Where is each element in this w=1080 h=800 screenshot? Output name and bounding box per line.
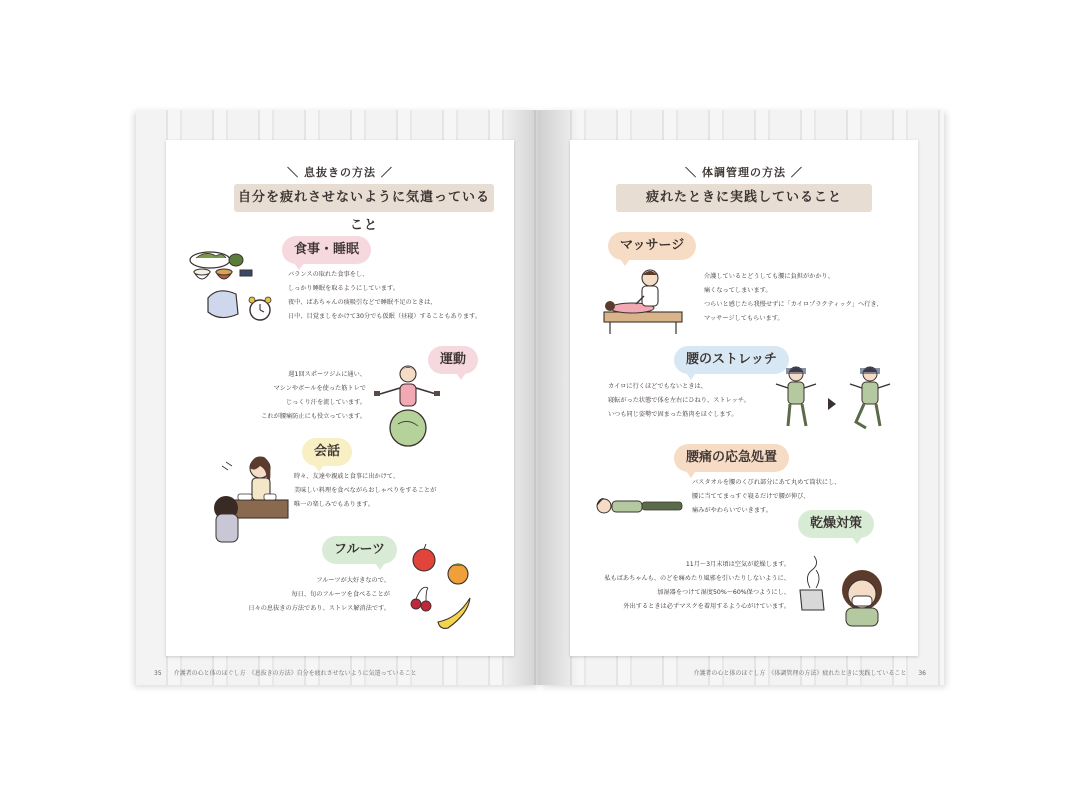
section-label: ＼ 体調管理の方法 ／: [685, 166, 803, 179]
stretch-illustration: [776, 360, 906, 440]
text-back-pain-aid: バスタオルを腰のくびれ部分にあて丸めて筒状にし、 腰に当ててまっすぐ寝るだけで腰が伸び、 痛みがやわらいでいきます。: [692, 479, 841, 514]
text-back-stretch: カイロに行くほどでもないときは、 寝転がった状態で体を左右にひねり、ストレッチ。 いつも同じ姿勢で固まった筋肉をほぐします。: [608, 383, 750, 418]
text-massage: 介護しているとどうしても腰に負担がかかり、 痛くなってしまいます。 つらいと感じたら我慢せずに「カイロプラクティック」へ行き、 マッサージしてもらいます。: [704, 273, 883, 322]
right-page: [540, 110, 944, 685]
section-label: ＼ 息抜きの方法 ／: [287, 166, 393, 179]
bubble-dryness: 乾燥対策: [798, 510, 874, 538]
footer-text: 介護者の心と体のほぐし方 《息抜きの方法》自分を疲れさせないように気遣っていること: [173, 670, 417, 677]
bubble-meal-sleep: 食事・睡眠: [282, 236, 371, 264]
bubble-back-pain-aid: 腰痛の応急処置: [674, 444, 789, 472]
humidifier-mask-illustration: [794, 550, 894, 630]
section-banner: 疲れたときに実践していること: [616, 184, 872, 212]
text-fruit: フルーツが大好きなので、 毎日、旬のフルーツを食べることが 日々の息抜きの方法であり、ストレス解消法です。: [248, 577, 390, 612]
bubble-fruit: フルーツ: [322, 536, 397, 564]
book-spread: [136, 110, 944, 685]
page-number: 35: [154, 670, 162, 677]
bubble-conversation: 会話: [302, 438, 352, 466]
bubble-massage: マッサージ: [608, 232, 696, 260]
text-dryness: 11月～3月末頃は空気が乾燥します。 私もばあちゃんも、のどを痛めたり風邪を引いたりしないように、 加湿器をつけて湿度50%～60%保つようにし、 外出するときは必ずマスクを着用するよう心がけています。: [604, 561, 790, 610]
text-exercise: 週1回スポーツジムに通い、 マシンやボールを使った筋トレで じっくり汗を流しています。 これが腰痛防止にも役立っています。: [261, 371, 366, 420]
exercise-illustration: [370, 358, 440, 448]
massage-illustration: [600, 266, 690, 336]
conversation-illustration: [212, 452, 292, 544]
text-conversation: 時々、友達や親戚と食事に出かけて、 美味しい料理を食べながらおしゃべりをすることが 唯一の楽しみでもあります。: [294, 473, 437, 508]
left-page: [136, 110, 540, 685]
footer-text: 介護者の心と体のほぐし方 《体調管理の方法》疲れたときに実践していること: [693, 670, 907, 677]
left-footer: [144, 668, 417, 677]
left-content-card: [166, 140, 514, 656]
meal-sleep-illustration: [188, 248, 288, 332]
text-meal-sleep: バランスの取れた食事をし、 しっかり睡眠を取るようにしています。 夜中、ばあちゃんの痰吸引などで睡眠不足のときは、 日中、目覚ましをかけて30分でも仮眠（昼寝）することもあります。: [288, 271, 482, 320]
bubble-back-stretch: 腰のストレッチ: [674, 346, 789, 374]
page-number: 36: [918, 670, 926, 677]
lying-down-illustration: [592, 492, 688, 522]
bubble-exercise: 運動: [428, 346, 478, 374]
section-banner: 自分を疲れさせないように気遣っていること: [234, 184, 494, 212]
right-content-card: [570, 140, 918, 656]
right-footer: [693, 668, 936, 677]
fruit-illustration: [410, 544, 480, 644]
